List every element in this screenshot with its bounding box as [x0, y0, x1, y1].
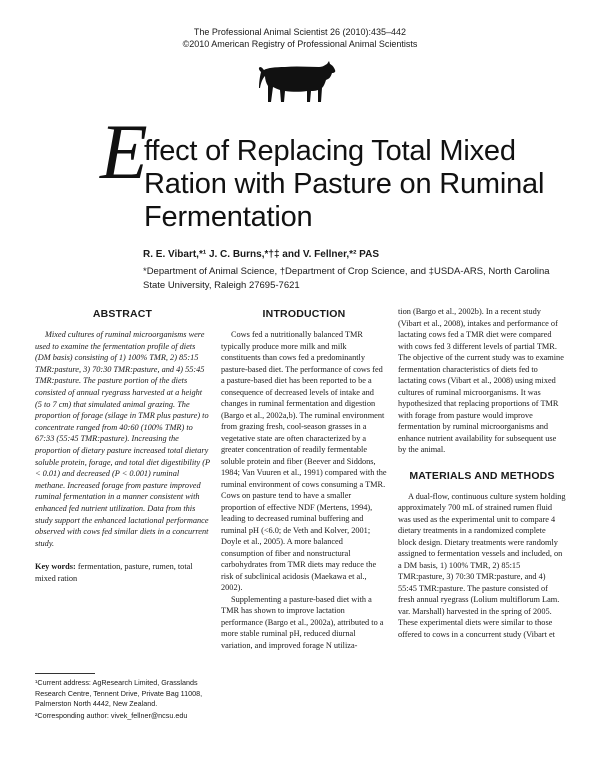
introduction-heading: INTRODUCTION	[262, 308, 346, 320]
column-left	[35, 308, 210, 584]
journal-citation: The Professional Animal Scientist 26 (2010):435–442	[193, 27, 407, 37]
title-text: ffect of Replacing Total Mixed Ration with Pasture on Ruminal Fermentation	[144, 135, 545, 233]
column-right	[398, 306, 566, 640]
keywords	[35, 561, 210, 584]
footnote-divider	[35, 673, 95, 674]
column-middle	[221, 308, 387, 651]
affiliation: *Department of Animal Science, †Department of Crop Science, and ‡USDA-ARS, North Carolina State University, Raleigh 27695-7621	[143, 266, 550, 291]
keywords-label: Key words:	[35, 562, 76, 572]
footnote-current-address: ¹Current address: AgResearch Limited, Grasslands Research Centre, Tennent Drive, Private Bag 11008, Palmerston North 4442, New Zealand.	[35, 678, 203, 708]
keywords-text: fermentation, pasture, rumen, total mixed ration	[35, 562, 193, 583]
abstract-text: Mixed cultures of ruminal microorganisms were used to examine the fermentation profile of diets (DM basis) consisting of 1) 100% TMR, 2) 85:15 TMR:pasture, 3) 70:30 TMR:pasture, and 4) 55:45 TMR:pasture. The pasture portion of the diets consisted of annual ryegrass harvested at a height (5 to 7 cm) that simulated animal grazing. The proportion of forage (silage in TMR plus pasture) to concentrate ranged from 40:60 (100% TMR) to 67:33 (55:45 TMR:pasture). Increasing the proportion of dietary pasture increased total dietary soluble protein, forage, and total diet digestibility (P < 0.01) and decreased (P < 0.001) ruminal methane. Increased forage from pasture improved ruminal fermentation in a manner consistent with enhanced fed nutrient utilization. Data from this study support the enhanced lactational performance observed with cows fed similar diets in a concurrent study.	[35, 330, 210, 548]
introduction-paragraph: Cows fed a nutritionally balanced TMR typically produce more milk and milk constituents than cows fed a predominantly pasture-based diet. The performance of cows fed a pasture-based diet has been reported to be a consequence of decreased levels of intake and changes in ruminal fermentation and digestion (Bargo et al., 2002a,b). The ruminal environment from grazing fresh, cool-season grasses in a vegetative state are often characterized by a greater concentration of readily fermentable soluble protein and fiber (Beever and Siddons, 1984; Van Vuuren et al., 1991) compared with the ruminal environment of cows consuming a TMR. Cows on pasture tend to have a smaller proportion of effective NDF (Mertens, 1994), leading to decreased ruminal buffering and ruminal pH (<6.0; de Veth and Kolver, 2001; Doyle et al., 2005). A more balanced consumption of fiber and nonstructural carbohydrates from TMR diets may reduce the risk of subclinical acidosis (Maekawa et al., 2002).	[221, 330, 387, 592]
author-list: R. E. Vibart,*¹ J. C. Burns,*†‡ and V. Fellner,*² PAS	[143, 249, 380, 260]
footnotes	[35, 678, 210, 722]
title-dropcap: E	[100, 108, 148, 195]
abstract-heading: ABSTRACT	[92, 308, 153, 320]
cow-silhouette-icon	[255, 58, 337, 108]
journal-header	[0, 26, 600, 50]
introduction-paragraph-continued: tion (Bargo et al., 2002b). In a recent study (Vibart et al., 2008), intakes and performance of lactating cows fed a TMR diet were compared with cows fed 3 different levels of partial TMR. The objective of the current study was to examine fermentation characteristics of diets fed to lactating cows (Vibart et al., 2008) using mixed cultures of ruminal microorganisms. It was hypothesized that replacing proportions of TMR with forage from pasture would improve fermentation by ruminal microorganisms and enhance nutrient availability for subsequent use by the animal.	[398, 307, 564, 454]
introduction-paragraph: Supplementing a pasture-based diet with a TMR has shown to improve lactation performance (Bargo et al., 2002a), attributed to a more stable ruminal pH, reduced diurnal variation, and improved forage N utiliza-	[221, 594, 384, 650]
footnote-corresponding-author: ²Corresponding author: vivek_fellner@ncsu.edu	[35, 710, 188, 720]
journal-copyright: ©2010 American Registry of Professional Animal Scientists	[182, 39, 418, 49]
methods-paragraph: A dual-flow, continuous culture system holding approximately 700 mL of strained rumen fluid was used as the experimental unit to compare 4 dietary treatments in a randomized complete block design. Dietary treatments were randomly assigned to fermentation vessels and included, on a DM basis, 1) 100% TMR, 2) 85:15 TMR:pasture, 3) 70:30 TMR:pasture, and 4) 55:45 TMR:pasture. The pasture consisted of fresh annual ryegrass (Lolium multiflorum Lam. var. Marshall) harvested in the spring of 2005. These experimental diets were similar to those offered to cows in a concurrent study (Vibart et	[398, 491, 566, 639]
methods-heading: MATERIALS AND METHODS	[409, 469, 555, 482]
